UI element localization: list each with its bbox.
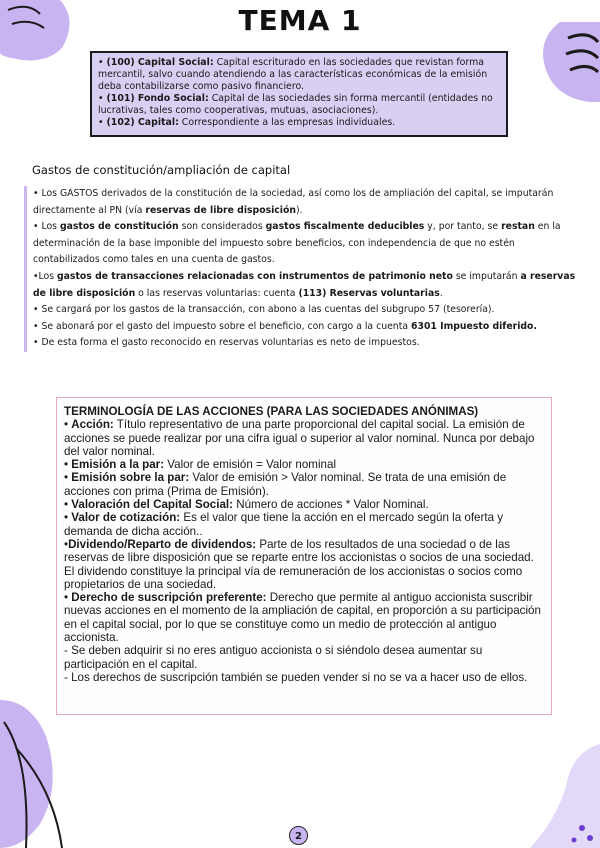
term-text: Derecho que permite al antiguo accionista suscribir nuevas acciones en el momento de la ampliación de capital, en proporción a su participación en el capital social, por lo que se constituye como un medio de protección al antiguo accionista. <box>64 591 541 645</box>
terminology-box <box>56 397 552 715</box>
term-text: Parte de los resultados de una sociedad o de las reservas de libre disposición que se reparte entre los accionistas o socios de una sociedad. El dividendo constituye la principal vía de remuneración de los accionistas o socios como propietarios de una sociedad. <box>64 537 534 591</box>
bold-text: a reservas de libre disposición <box>33 270 576 299</box>
term-item: • Emisión a la par: Valor de emisión = Valor nominal <box>64 458 337 472</box>
text: • Los <box>33 221 60 233</box>
term-text: Número de acciones * Valor Nominal. <box>233 498 429 512</box>
text: • Los GASTOS derivados de la constitución de la sociedad, así como los de ampliación del capital, se imputarán directamente al PN (vía <box>33 188 554 216</box>
bold-text: 6301 Impuesto diferido. <box>411 320 537 332</box>
term-item: • Valor de cotización: Es el valor que tiene la acción en el mercado según la oferta y demanda de dicha acción.. <box>64 511 504 538</box>
bold-text: gastos de constitución <box>59 221 179 233</box>
text: son considerados <box>178 221 266 233</box>
definition-term: (102) Capital: <box>106 117 179 129</box>
bottom-right-blob <box>530 744 600 848</box>
capital-definitions-box <box>90 51 508 137</box>
text: ). <box>296 204 303 216</box>
bottom-right-dot <box>587 835 593 841</box>
term-text: Valor de emisión = Valor nominal <box>164 458 337 472</box>
bold-text: (113) Reservas voluntarias <box>298 287 440 299</box>
page-number: 2 <box>289 826 308 845</box>
term-text: Es el valor que tiene la acción en el mercado según la oferta y demanda de dicha acción.. <box>64 511 504 538</box>
gastos-paragraph <box>33 219 581 269</box>
bottom-right-dot <box>572 838 577 843</box>
term-item: • Valoración del Capital Social: Número de acciones * Valor Nominal. <box>64 498 429 512</box>
term-label: Valoración del Capital Social: <box>71 498 233 512</box>
term-item: •Dividendo/Reparto de dividendos: Parte de los resultados de una sociedad o de las reservas de libre disposición que se reparte entre los accionistas o socios de una sociedad. El dividendo constituye la principal vía de remuneración de los accionistas o socios como propietarios de una sociedad. <box>64 537 534 591</box>
definition-term: (101) Fondo Social: <box>106 93 209 105</box>
definition-item: • (101) Fondo Social: Capital de las sociedades sin forma mercantil (entidades no lucrativas, tales como cooperativas, mutuas, asociaciones). <box>98 93 493 117</box>
term-label: Emisión a la par: <box>71 458 165 472</box>
definition-term: (100) Capital Social: <box>106 57 214 68</box>
definition-text: Correspondiente a las empresas individuales. <box>178 117 396 129</box>
gastos-heading: Gastos de constitución/ampliación de capital <box>32 163 291 177</box>
term-label: Acción: <box>71 418 114 432</box>
text: • Se abonará por el gasto del impuesto sobre el beneficio, con cargo a la cuenta <box>33 320 411 332</box>
bottom-left-swoosh <box>4 722 62 848</box>
bold-text: reservas de libre disposición <box>145 204 297 216</box>
term-item: • Derecho de suscripción preferente: Derecho que permite al antiguo accionista suscribir nuevas acciones en el momento de la ampliación de capital, en proporción a su participación en el capital social, por lo que se constituye como un medio de protección al antiguo accionista. <box>64 591 541 645</box>
gastos-paragraph: • Se cargará por los gastos de la transacción, con abono a las cuentas del subgrupo 57 (tesorería). <box>33 304 495 316</box>
text: . <box>439 287 443 299</box>
term-item: • Acción: Título representativo de una parte proporcional del capital social. La emisión de acciones se puede realizar por una cifra igual o superior al valor nominal. Nunca por debajo del valor nominal. <box>64 418 535 458</box>
definition-text: Capital escriturado en las sociedades que revistan forma mercantil, salvo cuando atendiendo a las características económicas de la emisión deba contabilizarse como pasivo financiero. <box>98 57 488 93</box>
text: y, por tanto, se <box>424 221 502 233</box>
right-squiggle <box>566 35 598 72</box>
term-item: • Emisión sobre la par: Valor de emisión > Valor nominal. Se trata de una emisión de acciones con prima (Prima de Emisión). <box>64 471 507 498</box>
gastos-paragraph <box>33 186 581 219</box>
gastos-section <box>24 186 581 352</box>
term-note: - Los derechos de suscripción también se pueden vender si no se va a hacer uso de ellos. <box>64 670 528 684</box>
term-text: Valor de emisión > Valor nominal. Se trata de una emisión de acciones con prima (Prima de Emisión). <box>64 471 507 498</box>
bold-text: restan <box>501 221 535 233</box>
term-label: Derecho de suscripción preferente: <box>71 591 267 605</box>
bottom-left-blob <box>0 700 53 848</box>
term-label: Valor de cotización: <box>71 511 181 525</box>
definition-item: • (102) Capital: Correspondiente a las empresas individuales. <box>98 117 396 129</box>
term-label: Dividendo/Reparto de dividendos: <box>68 537 257 551</box>
term-label: Emisión sobre la par: <box>71 471 190 485</box>
definition-item: • (100) Capital Social: Capital escriturado en las sociedades que revistan forma mercantil, salvo cuando atendiendo a las características económicas de la emisión deba contabilizarse como pasivo financiero. <box>98 57 488 93</box>
term-note: - Se deben adquirir si no eres antiguo accionista o si siéndolo desea aumentar su participación en el capital. <box>64 644 483 671</box>
bold-text: gastos de transacciones relacionadas con instrumentos de patrimonio neto <box>57 270 453 282</box>
gastos-paragraph <box>33 319 581 336</box>
terminology-title: TERMINOLOGÍA DE LAS ACCIONES (PARA LAS SOCIEDADES ANÓNIMAS) <box>64 405 479 418</box>
gastos-paragraph: • De esta forma el gasto reconocido en reservas voluntarias es neto de impuestos. <box>33 337 420 349</box>
text: •Los <box>33 270 57 282</box>
text: o las reservas voluntarias: cuenta <box>135 287 299 299</box>
bold-text: gastos fiscalmente deducibles <box>265 221 425 233</box>
bottom-right-dot <box>579 825 585 831</box>
text: se imputarán <box>452 270 521 282</box>
gastos-paragraph <box>33 269 581 302</box>
text: en la determinación de la base imponible del impuesto sobre beneficios, con independencia de que no estén contabilizados como tales en una cuenta de gastos. <box>33 221 561 266</box>
term-text: Título representativo de una parte proporcional del capital social. La emisión de acciones se puede realizar por una cifra igual o superior al valor nominal. Nunca por debajo del valor nominal. <box>64 418 535 458</box>
page-title: TEMA 1 <box>238 4 362 37</box>
definition-text: Capital de las sociedades sin forma mercantil (entidades no lucrativas, tales como cooperativas, mutuas, asociaciones). <box>98 93 493 117</box>
